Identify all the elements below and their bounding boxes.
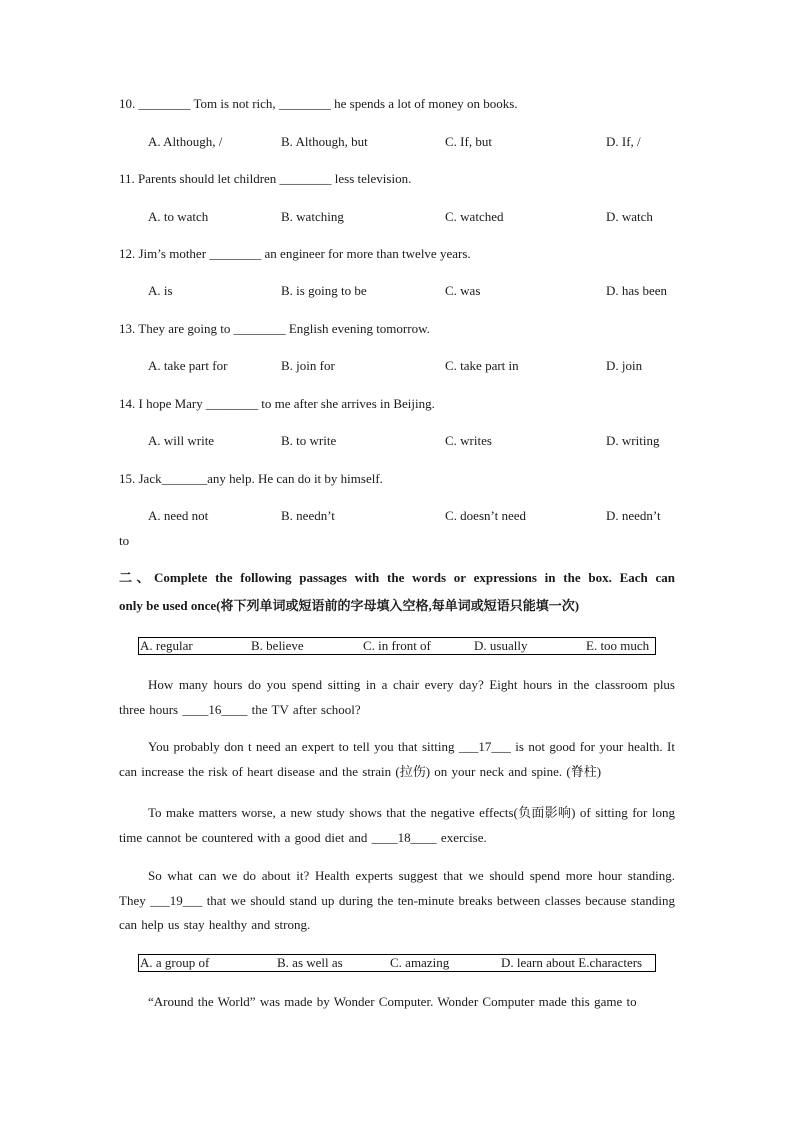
section-2-title-line-1: 二、Complete the following passages with the words or expressions in the box. Each can: [119, 570, 675, 585]
question-14-option-d: D. writing: [606, 433, 660, 448]
word-box-1-item-a: A. regular: [140, 638, 193, 653]
passage-1-paragraph-4: So what can we do about it? Health experts suggest that we should spend more hour standing. They ___19___ that we should stand up during the ten-minute breaks between classes because standing can help us stay healthy and strong.: [119, 868, 675, 932]
question-11-stem: 11. Parents should let children ________ less television.: [119, 171, 412, 186]
question-12-option-c: C. was: [445, 283, 481, 298]
question-11-option-d: D. watch: [606, 209, 653, 224]
question-15-stem: 15. Jack_______any help. He can do it by himself.: [119, 471, 383, 486]
word-box-2: [138, 954, 656, 972]
question-15-option-d-wrap: to: [119, 533, 130, 548]
question-11-option-a: A. to watch: [148, 209, 209, 224]
question-14-stem: 14. I hope Mary ________ to me after she arrives in Beijing.: [119, 396, 435, 411]
question-15-option-d: D. needn’t: [606, 508, 661, 523]
question-11-option-b: B. watching: [281, 209, 344, 224]
word-box-1-item-e: E. too much: [586, 638, 650, 653]
word-box-2-item-a: A. a group of: [140, 955, 210, 970]
question-12-stem: 12. Jim’s mother ________ an engineer for more than twelve years.: [119, 246, 471, 261]
word-box-1-item-b: B. believe: [251, 638, 304, 653]
question-13-option-c: C. take part in: [445, 358, 519, 373]
question-14-option-c: C. writes: [445, 433, 492, 448]
question-13-option-b: B. join for: [281, 358, 335, 373]
question-15-option-b: B. needn’t: [281, 508, 335, 523]
question-14-option-a: A. will write: [148, 433, 215, 448]
question-10-option-d: D. If, /: [606, 134, 641, 149]
question-15-option-a: A. need not: [148, 508, 209, 523]
question-13-stem: 13. They are going to ________ English evening tomorrow.: [119, 321, 430, 336]
passage-2-paragraph-1: “Around the World” was made by Wonder Computer. Wonder Computer made this game to: [148, 994, 637, 1009]
question-10-option-c: C. If, but: [445, 134, 492, 149]
question-15-option-c: C. doesn’t need: [445, 508, 526, 523]
passage-1-paragraph-1: How many hours do you spend sitting in a chair every day? Eight hours in the classroom plus three hours ____16____ the TV after school?: [119, 677, 675, 717]
question-13-option-a: A. take part for: [148, 358, 228, 373]
word-box-1: [138, 637, 656, 655]
section-2-title-line-2: only be used once(将下列单词或短语前的字母填入空格,每单词或短语只能填一次): [119, 598, 580, 613]
question-12-option-b: B. is going to be: [281, 283, 367, 298]
question-13-option-d: D. join: [606, 358, 643, 373]
passage-1-paragraph-2: You probably don t need an expert to tell you that sitting ___17___ is not good for your health. It can increase the risk of heart disease and the strain (拉伤) on your neck and spine. (脊柱): [119, 739, 675, 779]
question-14-option-b: B. to write: [281, 433, 337, 448]
word-box-2-item-b: B. as well as: [277, 955, 343, 970]
word-box-1-item-c: C. in front of: [363, 638, 431, 653]
passage-1-paragraph-3: To make matters worse, a new study shows that the negative effects(负面影响) of sitting for long time cannot be countered with a good diet and ____18____ exercise.: [119, 805, 675, 845]
word-box-2-item-d-e: D. learn about E.characters: [501, 955, 643, 970]
word-box-1-item-d: D. usually: [474, 638, 528, 653]
question-10-stem: 10. ________ Tom is not rich, ________ he spends a lot of money on books.: [119, 96, 518, 111]
question-12-option-d: D. has been: [606, 283, 668, 298]
word-box-2-item-c: C. amazing: [390, 955, 450, 970]
question-11-option-c: C. watched: [445, 209, 504, 224]
question-10-option-b: B. Although, but: [281, 134, 368, 149]
question-10-option-a: A. Although, /: [148, 134, 223, 149]
question-12-option-a: A. is: [148, 283, 173, 298]
